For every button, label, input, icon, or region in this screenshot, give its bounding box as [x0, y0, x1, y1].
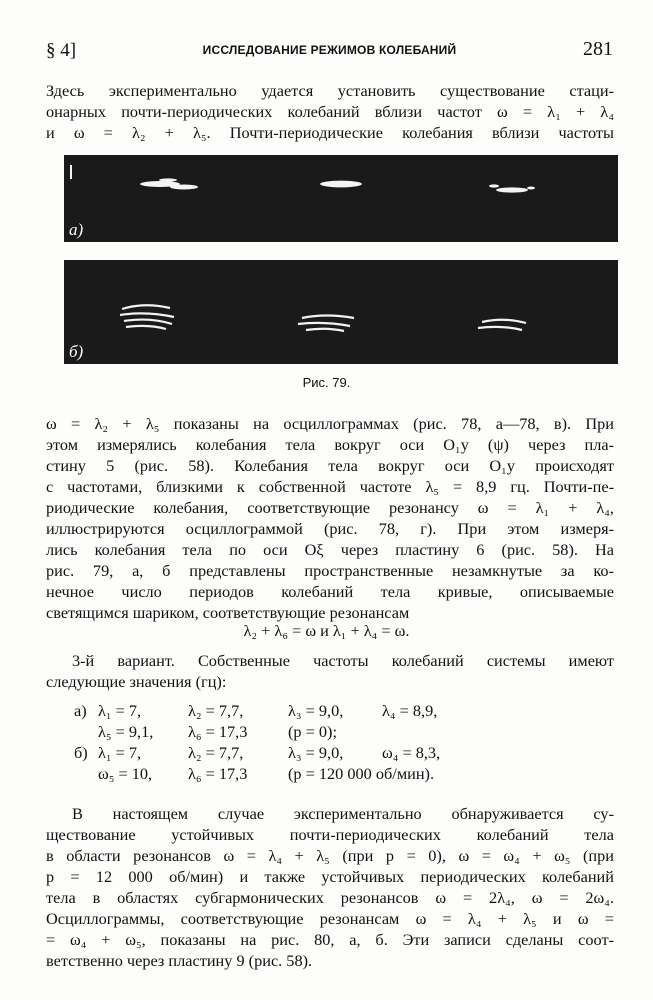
- text-line: ветственно через пластину 9 (рис. 58).: [46, 951, 313, 970]
- value-cell: λ₄ = 8,9,: [382, 701, 438, 720]
- text-line: стину 5 (рис. 58). Колебания тела вокруг оси O₁y происходят: [46, 456, 614, 475]
- page-number: 281: [583, 38, 613, 60]
- value-cell: λ₃ = 9,0,: [288, 701, 344, 720]
- light-traces-a: [64, 155, 618, 242]
- value-cell: λ₂ = 7,7,: [188, 743, 244, 762]
- figure-caption: Рис. 79.: [302, 375, 351, 390]
- text-line: светящимся шариком, соответствующие резонансам: [46, 603, 410, 622]
- list-label-b: б): [74, 743, 88, 762]
- text-line: 3-й вариант. Собственные частоты колебаний системы имеют: [72, 651, 614, 670]
- variant-paragraph: [46, 650, 614, 692]
- value-cell: ω₄ = 8,3,: [382, 743, 441, 762]
- text-line: риодические колебания, соответствующие резонансу ω = λ₁ + λ₄,: [46, 498, 614, 517]
- text-line: = ω₄ + ω₅, показаны на рис. 80, а, б. Эти записи сделаны соот-: [46, 930, 614, 949]
- text-line: В настоящем случае экспериментально обнаруживается су-: [72, 804, 614, 823]
- value-cell: λ₂ = 7,7,: [188, 701, 244, 720]
- value-cell: λ₆ = 17,3: [188, 764, 248, 783]
- value-cell: (p = 120 000 об/мин).: [288, 764, 435, 783]
- text-line: онарных почти-периодических колебаний вблизи частот ω = λ₁ + λ₄: [46, 102, 614, 121]
- body-paragraph-2: [46, 413, 614, 623]
- light-traces-b: [64, 260, 618, 364]
- figure-label-b: б): [69, 342, 84, 361]
- text-line: с частотами, близкими к собственной частоте λ₅ = 8,9 гц. Почти-пе-: [46, 477, 614, 496]
- text-line: p = 12 000 об/мин) и также устойчивых периодических колебаний: [46, 867, 614, 886]
- text-line: Здесь экспериментально удается установить существование стаци-: [46, 81, 614, 100]
- figure-label-a: а): [69, 220, 84, 239]
- value-cell: λ₆ = 17,3: [188, 722, 248, 741]
- running-header: [46, 38, 613, 62]
- text-line: тела в областях субгармонических резонансов ω = 2λ₄, ω = 2ω₄.: [46, 888, 614, 907]
- oscillogram-photo-b: [64, 260, 618, 364]
- value-cell: λ₁ = 7,: [98, 743, 142, 762]
- text-line: ω = λ₂ + λ₅ показаны на осциллограммах (рис. 78, а—78, в). При: [46, 414, 614, 433]
- text-line: в области резонансов ω = λ₄ + λ₅ (при p = 0), ω = ω₄ + ω₅ (при: [46, 846, 614, 865]
- value-cell: λ₁ = 7,: [98, 701, 142, 720]
- text-line: Осциллограммы, соответствующие резонансам ω = λ₄ + λ₅ и ω =: [46, 909, 614, 928]
- text-line: рис. 79, а, б представлены пространственные незамкнутые за ко-: [46, 561, 614, 580]
- text-line: лись колебания тела по оси Oξ через пластину 6 (рис. 58). На: [46, 540, 614, 559]
- value-cell: λ₅ = 9,1,: [98, 722, 154, 741]
- text-line: ществование устойчивых почти-периодических колебаний тела: [46, 825, 614, 844]
- running-title: ИССЛЕДОВАНИЕ РЕЖИМОВ КОЛЕБАНИЙ: [202, 43, 457, 57]
- display-formula: λ₂ + λ₆ = ω и λ₁ + λ₄ = ω.: [243, 621, 410, 640]
- list-label-a: а): [74, 701, 87, 720]
- text-line: нечное число периодов колебаний тела кривые, описываемые: [46, 582, 614, 601]
- text-line: и ω = λ₂ + λ₅. Почти-периодические колебания вблизи частоты: [46, 123, 614, 142]
- text-line: иллюстрируются осциллограммой (рис. 78, г). При этом измеря-: [46, 519, 614, 538]
- text-line: этом измерялись колебания тела вокруг оси O₁y (ψ) через пла-: [46, 435, 614, 454]
- value-cell: λ₃ = 9,0,: [288, 743, 344, 762]
- value-cell: ω₅ = 10,: [98, 764, 153, 783]
- value-cell: (p = 0);: [288, 722, 337, 741]
- section-marker: § 4]: [46, 40, 77, 61]
- oscillogram-photo-a: [64, 155, 618, 242]
- intro-paragraph: [46, 80, 614, 143]
- text-line: следующие значения (гц):: [46, 672, 227, 691]
- body-paragraph-3: [46, 803, 614, 971]
